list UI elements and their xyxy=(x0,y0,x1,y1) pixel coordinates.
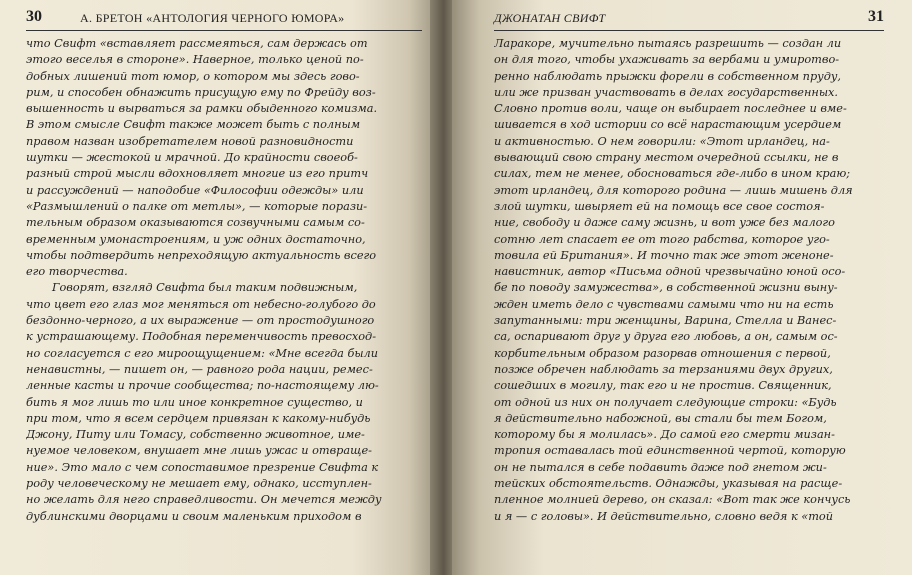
text-line: Словно против воли, чаще он выбирает последнее и вме- xyxy=(494,102,847,116)
text-line: и я — с головы». И действительно, словно ведя к «той xyxy=(494,509,833,523)
text-line: роду человеческому не мешает ему, однако, исступлен- xyxy=(26,477,372,491)
text-line: я действительно набожной, вы стали бы тем Богом, xyxy=(494,411,827,425)
text-line: тейских обстоятельств. Однажды, указывая на расще- xyxy=(494,477,843,491)
left-page-header xyxy=(26,8,422,31)
running-head: ДЖОНАТАН СВИФТ xyxy=(494,11,606,25)
running-head: А. БРЕТОН «АНТОЛОГИЯ ЧЕРНОГО ЮМОРА» xyxy=(80,11,345,25)
text-line: тельным образом оказываются созвучными самым со- xyxy=(26,216,365,230)
text-line: нуемое человеком, внушает мне лишь ужас и отвраще- xyxy=(26,444,372,458)
text-line: пленное молнией дерево, он сказал: «Вот так же кончусь xyxy=(494,493,851,507)
text-line: к устрашающему. Подобная переменчивость превосход- xyxy=(26,330,377,344)
page-number: 31 xyxy=(868,8,884,25)
text-line: этого веселья в стороне». Наверное, только ценой по- xyxy=(26,53,364,67)
text-line: бить я мог лишь то или иное конкретное существо, и xyxy=(26,395,363,409)
text-line: вышенность и вырваться за рамки обыденного комизма. xyxy=(26,102,378,116)
text-line: и активностью. О нем говорили: «Этот ирландец, на- xyxy=(494,134,830,148)
left-page-body xyxy=(26,36,422,525)
page-number: 30 xyxy=(26,8,42,25)
right-page xyxy=(452,0,912,575)
text-line: дублинскими дворцами и своим маленьким приходом в xyxy=(26,509,362,523)
text-line: позже обречен наблюдать за терзаниями двух других, xyxy=(494,362,833,376)
text-line: сошедших в могилу, так его и не простив. Священник, xyxy=(494,379,832,393)
text-line: Джону, Питу или Томасу, собственно животное, име- xyxy=(26,428,365,442)
text-line: злой шутки, швыряет ей на помощь все свое состоя- xyxy=(494,199,825,213)
text-line: бе по поводу замужества», в собственной жизни выну- xyxy=(494,281,838,295)
text-line: ненавистны, — пишет он, — равного рода нации, ремес- xyxy=(26,362,373,376)
text-line: чтобы подтвердить непреходящую актуальность всего xyxy=(26,248,377,262)
text-line: но желать для него справедливости. Он мечется между xyxy=(26,493,382,507)
text-line: бездонно-черного, а их выражение — от простодушного xyxy=(26,314,375,328)
text-line: ренно наблюдать прыжки форели в собственном пруду, xyxy=(494,69,842,83)
text-line: ние». Это мало с чем сопоставимое презрение Свифта к xyxy=(26,460,379,474)
text-line: его творчества. xyxy=(26,265,128,279)
text-line: правом назван изобретателем новой разновидности xyxy=(26,134,354,148)
text-line: или же призван участвовать в делах государственных. xyxy=(494,85,838,99)
text-line: рим, и способен обнажить присущую ему по Фрейду воз- xyxy=(26,85,376,99)
text-line: запутанными: три женщины, Варина, Стелла и Ванес- xyxy=(494,314,837,328)
text-line: что Свифт «вставляет рассмеяться, сам держась от xyxy=(26,37,368,50)
right-page-body xyxy=(494,36,884,525)
text-line: Ларакоре, мучительно пытаясь разрешить — создан ли xyxy=(494,37,842,50)
text-line: товила ей Британия». И точно так же этот женоне- xyxy=(494,248,834,262)
text-line: которому бы я молилась». До самой его смерти мизан- xyxy=(494,428,835,442)
text-line: добных лишений тот юмор, о котором мы здесь гово- xyxy=(26,69,360,83)
text-line: он не пытался в себе подавить даже под гнетом жи- xyxy=(494,460,827,474)
text-line: силах, тем не менее, обосноваться где-либо в ином краю; xyxy=(494,167,851,181)
text-line: ние, свободу и даже саму жизнь, и вот уже без малого xyxy=(494,216,835,230)
text-line: Говорят, взгляд Свифта был таким подвижным, xyxy=(52,281,358,295)
text-line: В этом смысле Свифт также может быть с полным xyxy=(26,118,361,132)
text-line: от одной из них он получает следующие строки: «Будь xyxy=(494,395,837,409)
text-line: при том, что я всем сердцем привязан к какому-нибудь xyxy=(26,411,371,425)
text-line: шивается в ход истории со всё нарастающим усердием xyxy=(494,118,842,132)
text-line: временным умонастроениям, и уж одних достаточно, xyxy=(26,232,366,246)
text-line: са, оспаривают друг у друга его любовь, а он, самым ос- xyxy=(494,330,838,344)
text-line: «Размышлений о палке от метлы», — которые порази- xyxy=(26,199,368,213)
text-line: он для того, чтобы ухаживать за вербами и умиротво- xyxy=(494,53,840,67)
text-line: ленные касты и прочие сообщества; по-настоящему лю- xyxy=(26,379,379,393)
text-line: тропия оставалась той единственной чертой, которую xyxy=(494,444,846,458)
text-line: и рассуждений — наподобие «Философии одежды» или xyxy=(26,183,364,197)
text-line: но согласуется с его мироощущением: «Мне всегда были xyxy=(26,346,379,360)
text-line: этот ирландец, для которого родина — лишь мишень для xyxy=(494,183,853,197)
text-line: сотню лет спасает ее от того рабства, которое уго- xyxy=(494,232,830,246)
text-line: шутки — жестокой и мрачной. До крайности своеоб- xyxy=(26,151,358,165)
text-line: вывающий свою страну местом очередной ссылки, не в xyxy=(494,151,839,165)
right-page-header xyxy=(494,8,884,31)
text-line: жден иметь дело с чувствами самыми что ни на есть xyxy=(494,297,834,311)
text-line: разный строй мысли вдохновляет многие из его притч xyxy=(26,167,369,181)
text-line: что цвет его глаз мог меняться от небесно-голубого до xyxy=(26,297,376,311)
text-line: навистник, автор «Письма одной чрезвычайно юной осо- xyxy=(494,265,846,279)
text-line: корбительным образом разорвав отношения с первой, xyxy=(494,346,831,360)
left-page xyxy=(0,0,440,575)
